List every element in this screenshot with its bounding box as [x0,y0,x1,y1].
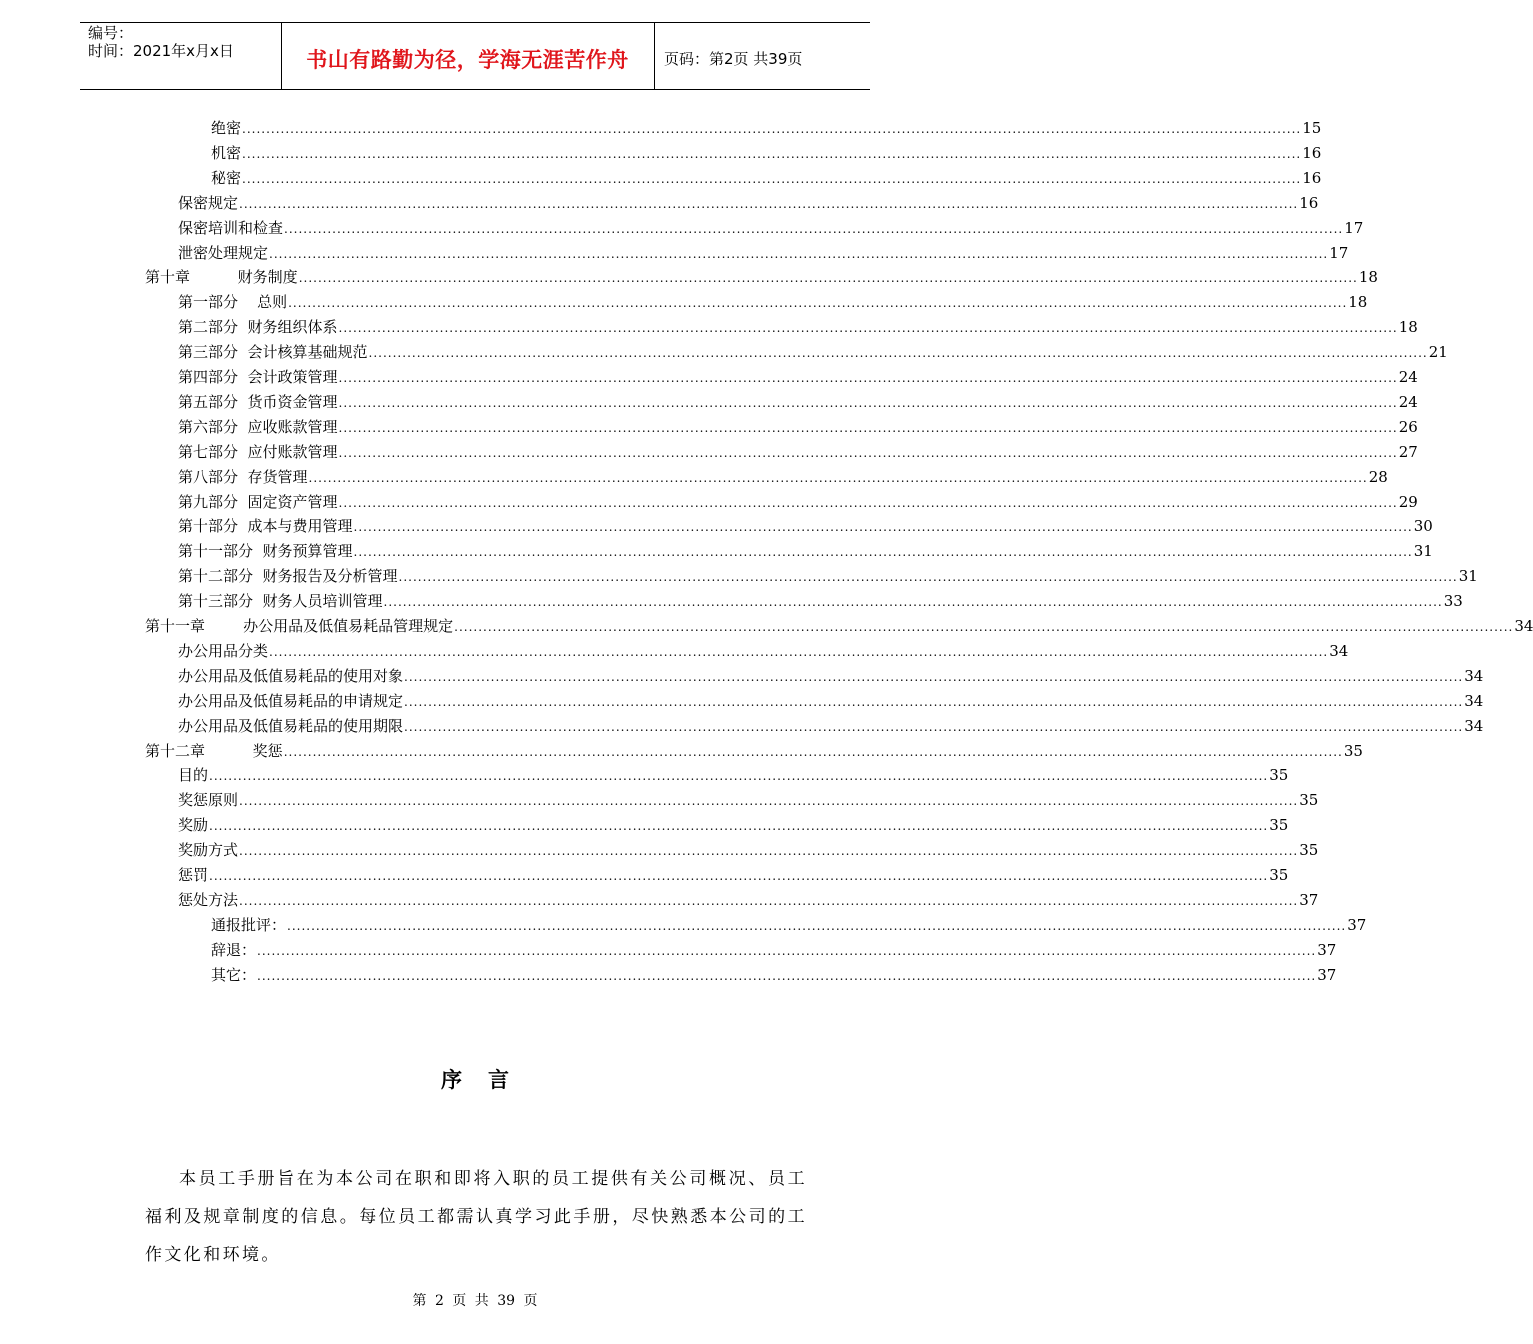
toc-dot-leader: ............................................................................................................................................................................................................................ [338,395,1398,410]
toc-entry-page: 15 [1302,119,1322,137]
toc-dot-leader: ............................................................................................................................................................................................................................ [283,744,1343,759]
toc-entry[interactable] [178,540,1433,562]
toc-entry-page: 34 [1514,617,1533,635]
toc-dot-leader: ............................................................................................................................................................................................................................ [287,918,1347,933]
toc-dot-leader: ............................................................................................................................................................................................................................ [338,420,1398,435]
toc-entry-page: 34 [1464,691,1484,710]
header-page-label: 页码：第2页 共39页 [664,50,803,68]
toc-entry-label: 泄密处理规定 [178,243,269,262]
toc-entry-label: 第七部分 应付账款管理 [178,442,338,461]
toc-entry-page: 24 [1398,368,1418,386]
header-bottom-rule [80,89,870,90]
toc-entry-page: 16 [1302,168,1322,187]
toc-dot-leader: ............................................................................................................................................................................................................................ [209,869,1269,883]
toc-entry-page: 34 [1464,716,1484,735]
toc-entry-page: 37 [1317,940,1337,959]
toc-entry[interactable] [178,665,1484,687]
toc-entry-page: 31 [1413,542,1433,561]
toc-dot-leader: ............................................................................................................................................................................................................................ [209,769,1269,784]
toc-entry[interactable] [178,839,1319,861]
toc-entry-page: 37 [1317,965,1337,984]
toc-dot-leader: ............................................................................................................................................................................................................................ [288,296,1348,311]
header-motto: 书山有路勤为径，学海无涯苦作舟 [306,47,629,72]
toc-dot-leader: ............................................................................................................................................................................................................................ [257,968,1317,983]
toc-entry[interactable] [178,291,1368,313]
toc-entry-page: 34 [1464,666,1484,685]
toc-entry-label: 保密培训和检查 [178,218,284,237]
toc-entry[interactable] [178,491,1418,513]
toc-entry[interactable] [178,441,1418,463]
toc-entry[interactable] [178,217,1364,239]
toc-entry-page: 16 [1302,143,1322,162]
toc-entry[interactable] [178,715,1484,737]
toc-entry[interactable] [178,864,1289,886]
toc-entry-label: 第十一章 办公用品及低值易耗品管理规定 [145,617,454,635]
toc-entry[interactable] [211,167,1322,189]
page-footer: 第 2 页 共 39 页 [412,1293,538,1309]
toc-entry-page: 35 [1343,741,1363,760]
toc-dot-leader: ............................................................................................................................................................................................................................ [404,669,1464,684]
toc-entry-page: 21 [1428,343,1448,362]
toc-entry[interactable] [178,515,1433,537]
toc-entry[interactable] [145,740,1363,762]
toc-entry-page: 18 [1398,318,1418,337]
toc-entry-page: 35 [1269,816,1289,835]
toc-entry[interactable] [178,366,1418,388]
toc-entry-label: 奖励 [178,816,209,835]
header-top-rule [80,22,870,23]
header-info [88,24,234,60]
toc-dot-leader: ............................................................................................................................................................................................................................ [308,470,1368,485]
toc-entry-label: 第八部分 存货管理 [178,467,308,486]
toc-dot-leader: ............................................................................................................................................................................................................................ [383,595,1443,610]
toc-entry[interactable] [178,690,1484,712]
toc-entry[interactable] [178,590,1463,612]
toc-entry-label: 办公用品分类 [178,641,269,660]
toc-dot-leader: ............................................................................................................................................................................................................................ [298,271,1358,286]
toc-entry[interactable] [145,266,1378,288]
toc-entry-page: 28 [1368,467,1388,486]
toc-entry-label: 第十部分 成本与费用管理 [178,517,353,536]
toc-dot-leader: ............................................................................................................................................................................................................................ [338,445,1398,460]
toc-entry-label: 第五部分 货币资金管理 [178,392,338,411]
toc-entry-page: 16 [1299,193,1319,212]
toc-entry[interactable] [145,615,1533,637]
toc-entry[interactable] [178,565,1478,587]
document-number-label: 编号： [88,24,134,42]
toc-entry-label: 办公用品及低值易耗品的使用对象 [178,666,404,685]
toc-entry-label: 保密规定 [178,193,239,212]
toc-entry-page: 37 [1299,890,1319,909]
toc-dot-leader: ............................................................................................................................................................................................................................ [269,246,1329,261]
toc-entry-page: 18 [1348,293,1368,312]
toc-dot-leader: ............................................................................................................................................................................................................................ [239,196,1299,211]
toc-dot-leader: ............................................................................................................................................................................................................................ [257,943,1317,958]
toc-entry-page: 18 [1358,268,1378,287]
toc-entry-page: 35 [1299,841,1319,860]
toc-entry-page: 17 [1329,243,1349,262]
toc-entry-label: 通报批评： [211,915,287,934]
toc-entry-label: 奖励方式 [178,841,239,860]
toc-entry-label: 第十三部分 财务人员培训管理 [178,592,383,611]
toc-dot-leader: ............................................................................................................................................................................................................................ [404,694,1464,709]
toc-entry-page: 27 [1398,442,1418,461]
toc-entry-page: 24 [1398,392,1418,411]
toc-entry[interactable] [178,416,1418,438]
toc-entry-label: 第六部分 应收账款管理 [178,417,338,436]
toc-dot-leader: ............................................................................................................................................................................................................................ [242,146,1302,161]
toc-entry-label: 秘密 [211,168,242,187]
toc-entry-label: 第十二部分 财务报告及分析管理 [178,567,398,586]
toc-entry-label: 第四部分 会计政策管理 [178,368,338,386]
toc-entry[interactable] [178,316,1418,338]
header-divider-right [654,22,655,89]
toc-entry[interactable] [178,391,1418,413]
toc-entry-label: 奖惩原则 [178,791,239,810]
toc-entry-page: 35 [1269,866,1289,884]
toc-entry-label: 第十一部分 财务预算管理 [178,542,353,561]
toc-entry[interactable] [211,939,1337,961]
toc-entry-page: 26 [1398,417,1418,436]
toc-entry-label: 办公用品及低值易耗品的使用期限 [178,716,404,735]
document-time-label: 时间：2021年x月x日 [88,42,234,60]
toc-entry-label: 第十章 财务制度 [145,268,298,287]
toc-entry-page: 30 [1413,517,1433,536]
toc-entry-label: 目的 [178,766,209,785]
toc-entry[interactable] [178,192,1319,214]
toc-dot-leader: ............................................................................................................................................................................................................................ [269,644,1329,659]
toc-entry-label: 第十二章 奖惩 [145,741,283,760]
preface-title: 序言 [441,1067,535,1092]
toc-dot-leader: ............................................................................................................................................................................................................................ [338,321,1398,336]
toc-entry-label: 其它： [211,965,257,984]
toc-dot-leader: ............................................................................................................................................................................................................................ [242,171,1302,186]
toc-entry-label: 惩罚 [178,866,209,884]
toc-entry-label: 惩处方法 [178,890,239,909]
toc-dot-leader: ............................................................................................................................................................................................................................ [209,819,1269,834]
toc-entry-label: 第一部分 总则 [178,293,288,312]
toc-dot-leader: ............................................................................................................................................................................................................................ [242,122,1302,136]
toc-entry-page: 33 [1443,592,1463,611]
toc-dot-leader: ............................................................................................................................................................................................................................ [239,893,1299,908]
toc-entry[interactable] [178,341,1448,363]
toc-entry-page: 37 [1347,915,1367,934]
toc-entry-label: 第二部分 财务组织体系 [178,318,338,337]
toc-entry-page: 34 [1329,641,1349,660]
toc-entry[interactable] [178,789,1319,811]
toc-entry[interactable] [178,242,1349,264]
toc-dot-leader: ............................................................................................................................................................................................................................ [239,844,1299,859]
toc-entry[interactable] [178,640,1349,662]
toc-entry[interactable] [178,764,1289,786]
toc-dot-leader: ............................................................................................................................................................................................................................ [398,570,1458,585]
toc-entry-page: 17 [1344,218,1364,237]
toc-dot-leader: ............................................................................................................................................................................................................................ [368,346,1428,361]
toc-entry-page: 35 [1299,791,1319,810]
toc-entry-label: 第三部分 会计核算基础规范 [178,343,368,362]
toc-dot-leader: ............................................................................................................................................................................................................................ [353,545,1413,560]
toc-entry-page: 31 [1458,567,1478,586]
toc-entry-label: 办公用品及低值易耗品的申请规定 [178,691,404,710]
toc-entry[interactable] [211,964,1337,986]
toc-entry-page: 29 [1398,492,1418,511]
toc-entry-label: 第九部分 固定资产管理 [178,492,338,511]
toc-entry[interactable] [178,466,1388,488]
toc-entry-page: 35 [1269,766,1289,785]
toc-entry-label: 辞退： [211,940,257,959]
preface-body: 本员工手册旨在为本公司在职和即将入职的员工提供有关公司概况、员工福利及规章制度的信息。每位员工都需认真学习此手册，尽快熟悉本公司的工作文化和环境。 [145,1169,807,1265]
toc-entry-label: 机密 [211,143,242,162]
toc-entry[interactable] [211,142,1322,164]
toc-dot-leader: ............................................................................................................................................................................................................................ [404,719,1464,734]
toc-entry[interactable] [178,814,1289,836]
toc-entry-label: 绝密 [211,119,242,137]
toc-entry[interactable] [211,117,1322,139]
toc-dot-leader: ............................................................................................................................................................................................................................ [338,371,1398,385]
toc-dot-leader: ............................................................................................................................................................................................................................ [454,620,1514,634]
toc-dot-leader: ............................................................................................................................................................................................................................ [353,520,1413,535]
toc-dot-leader: ............................................................................................................................................................................................................................ [338,495,1398,510]
toc-dot-leader: ............................................................................................................................................................................................................................ [284,221,1344,236]
toc-dot-leader: ............................................................................................................................................................................................................................ [239,794,1299,809]
toc-entry[interactable] [178,889,1319,911]
toc-entry[interactable] [211,914,1367,936]
